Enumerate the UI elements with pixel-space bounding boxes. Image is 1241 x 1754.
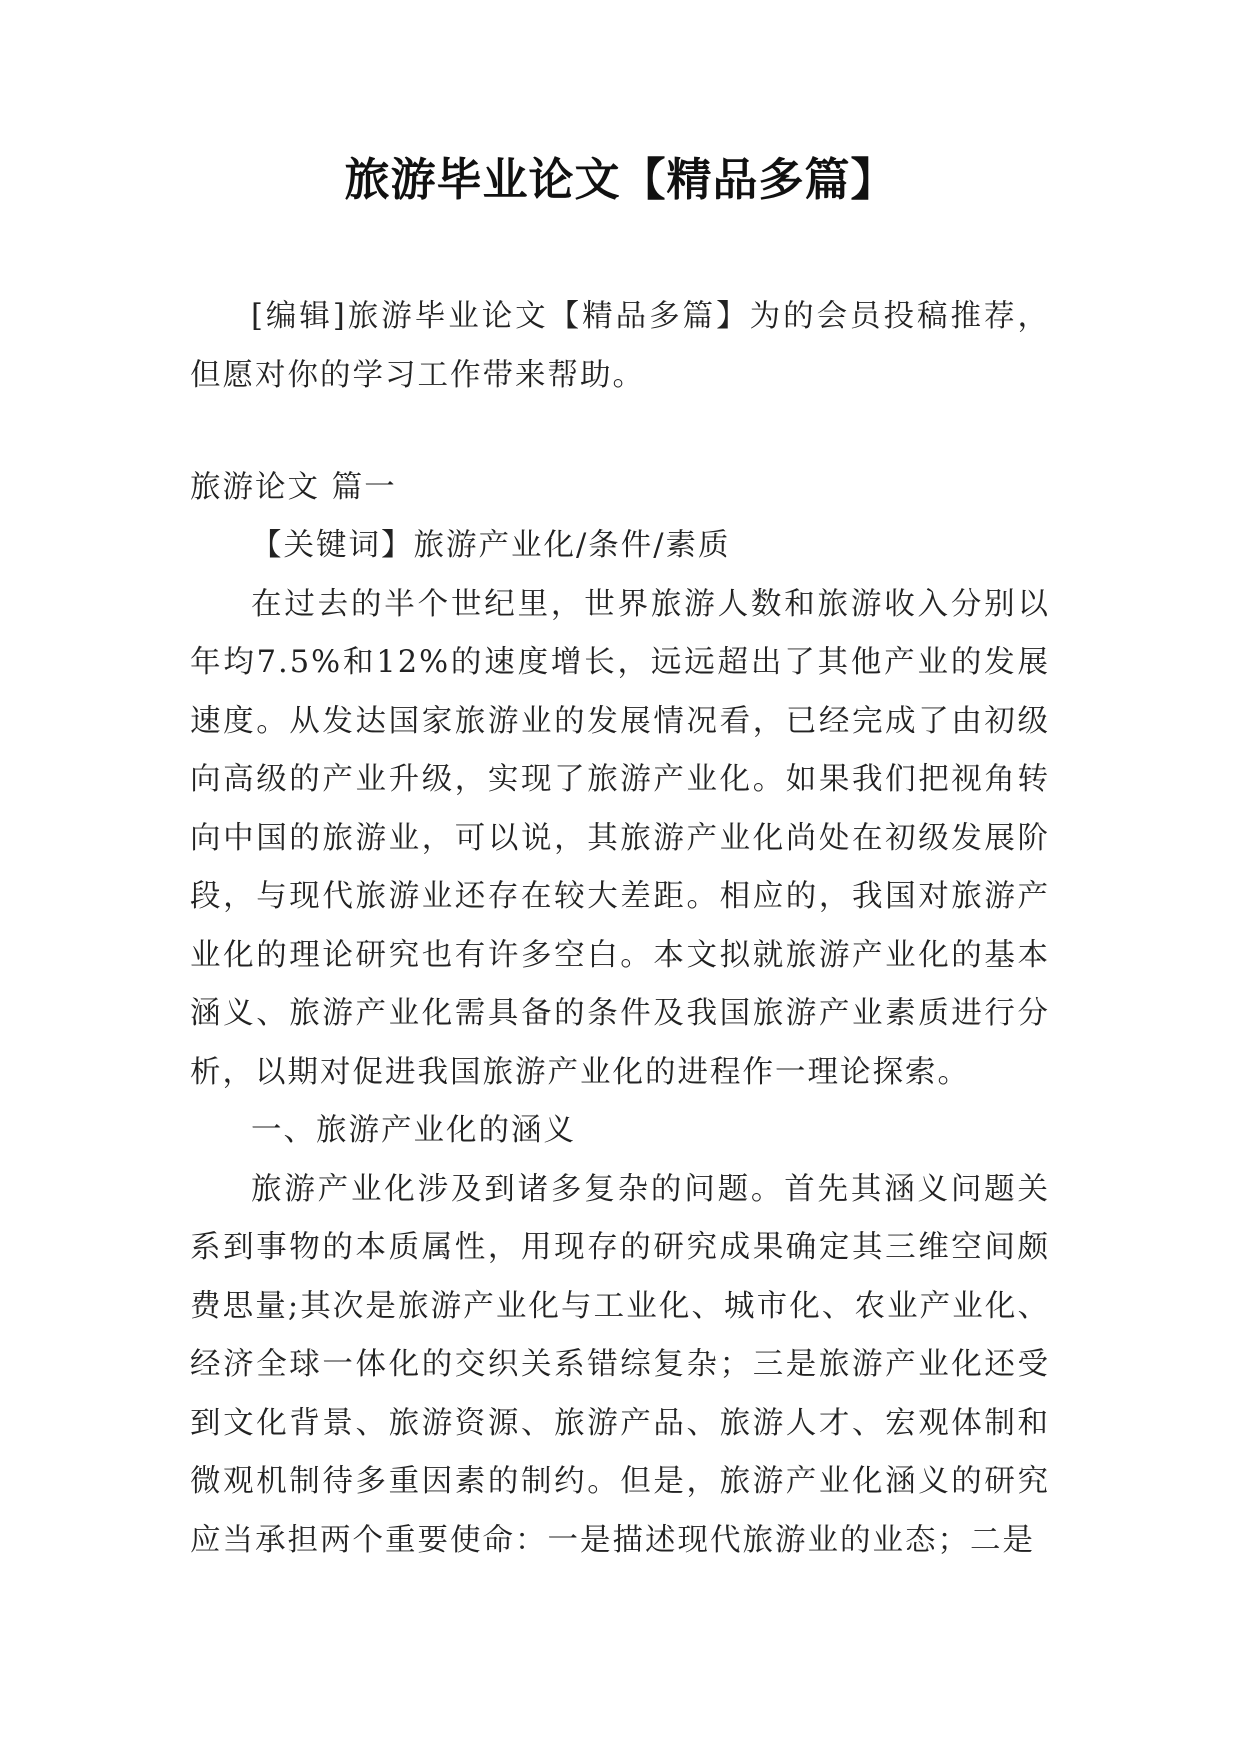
subsection-heading: 一、旅游产业化的涵义 (251, 1113, 576, 1148)
keywords-paragraph: 【关键词】旅游产业化/条件/素质 (251, 528, 731, 563)
body-paragraph: 旅游产业化涉及到诸多复杂的问题。首先其涵义问题关系到事物的本质属性，用现存的研究成果确定其三维空间颇费思量;其次是旅游产业化与工业化、城市化、农业产业化、经济全球一体化的交织关系错综复杂；三是旅游产业化还受到文化背景、旅游资源、旅游产品、旅游人才、宏观体制和微观机制待多重因素的制约。但是，旅游产业化涵义的研究应当承担两个重要使命：一是描述现代旅游业的业态；二是 (190, 1171, 1050, 1558)
intro-paragraph: [编辑]旅游毕业论文【精品多篇】为的会员投稿推荐，但愿对你的学习工作带来帮助。 (190, 299, 1050, 393)
body-paragraph: 在过去的半个世纪里，世界旅游人数和旅游收入分别以年均7.5%和12%的速度增长，远远超出了其他产业的发展速度。从发达国家旅游业的发展情况看，已经完成了由初级向高级的产业升级，实现了旅游产业化。如果我们把视角转向中国的旅游业，可以说，其旅游产业化尚处在初级发展阶段，与现代旅游业还存在较大差距。相应的，我国对旅游产业化的理论研究也有许多空白。本文拟就旅游产业化的基本涵义、旅游产业化需具备的条件及我国旅游产业素质进行分析，以期对促进我国旅游产业化的进程作一理论探索。 (190, 586, 1050, 1090)
article-body (190, 517, 1050, 1570)
document-title: 旅游毕业论文【精品多篇】 (344, 153, 897, 206)
section-heading: 旅游论文 篇一 (190, 470, 397, 505)
